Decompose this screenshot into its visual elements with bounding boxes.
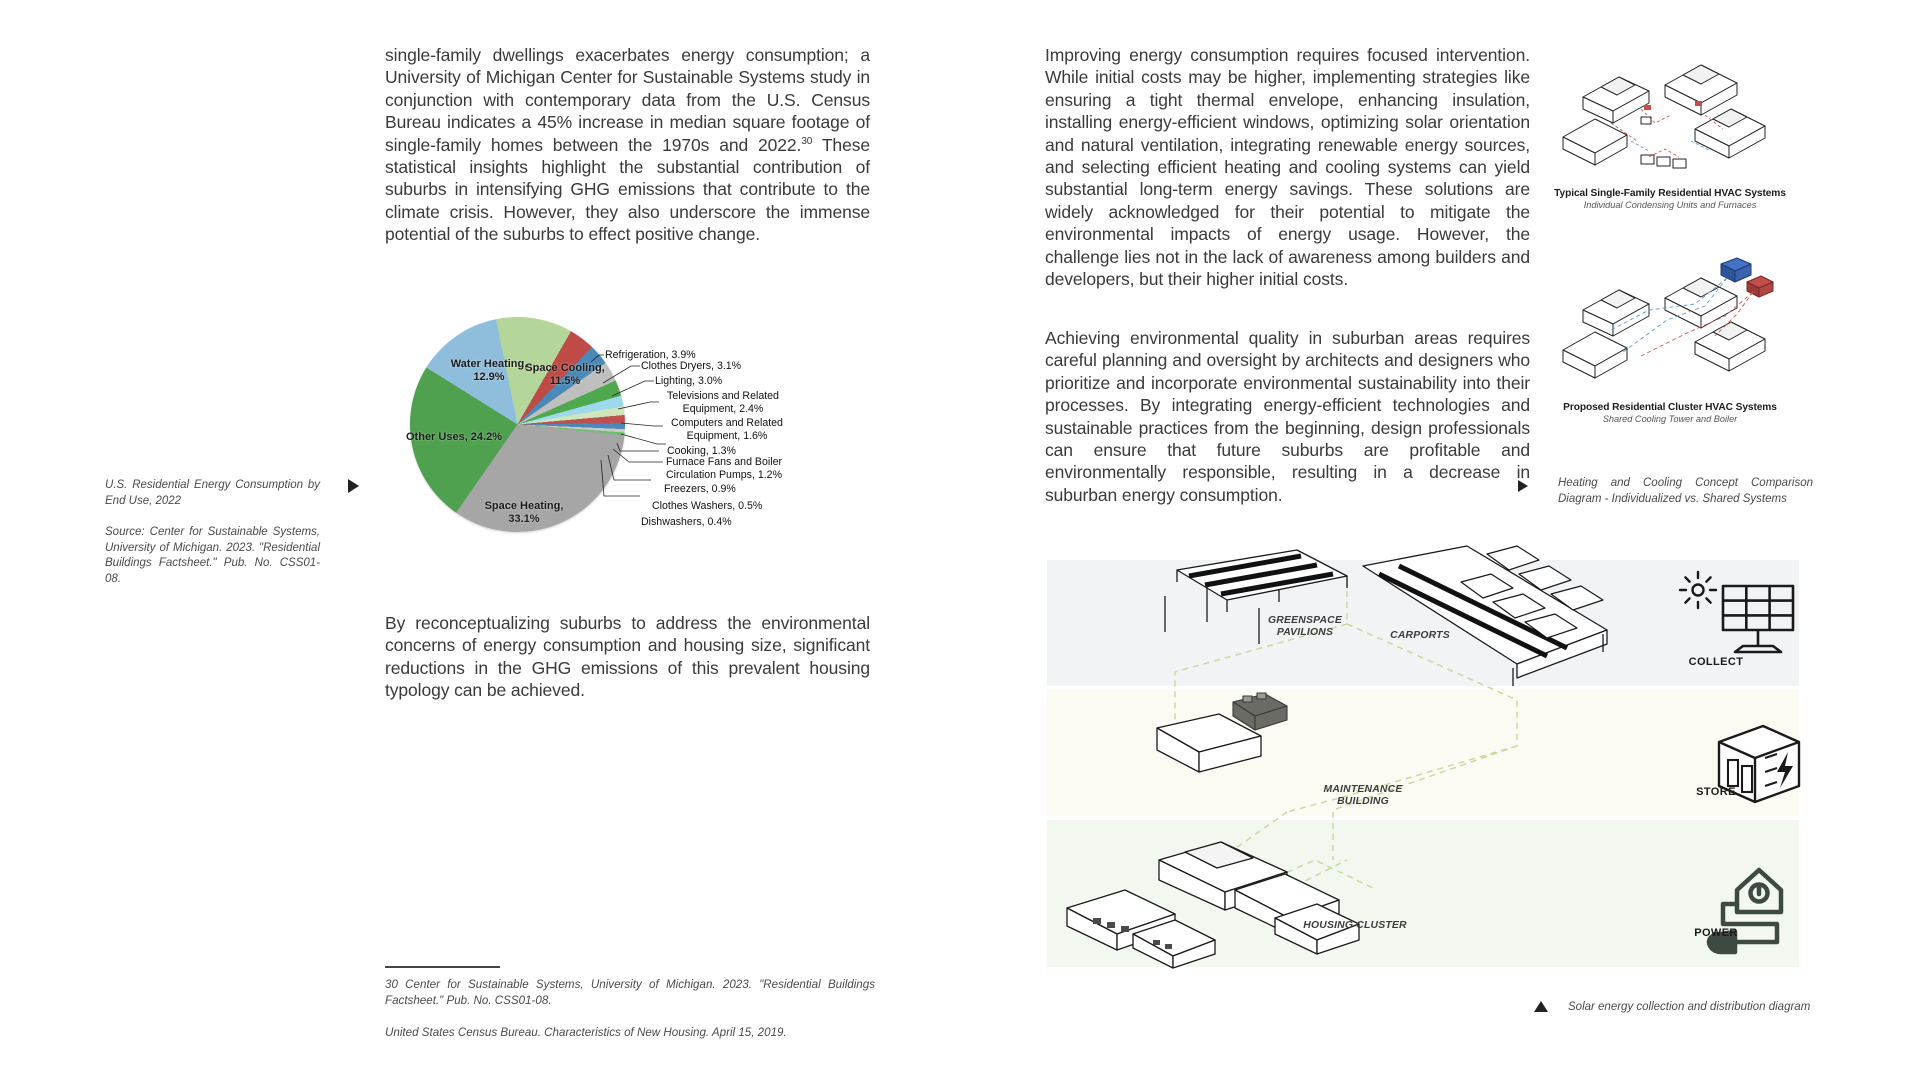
solar-diagram-illustration [1047, 560, 1799, 967]
solar-diagram-caption: Solar energy collection and distribution diagram [1568, 1001, 1811, 1013]
footnote-marker-30: 30 [801, 135, 813, 147]
hvac-diagram-1-subtitle: Individual Condensing Units and Furnaces [1583, 200, 1757, 210]
house-power-plug-icon [1709, 870, 1781, 952]
solar-caption-pointer-triangle-icon [1534, 1001, 1548, 1012]
figure-caption-source: Source: Center for Sustainable Systems, University of Michigan. 2023. "Residential Buildings Factsheet." Pub. No. CSS01-08. [105, 526, 320, 585]
footnote-30: 30 Center for Sustainable Systems, University of Michigan. 2023. "Residential Buildings Factsheet." Pub. No. CSS01-08. [385, 977, 875, 1007]
hvac-diagram-1-caption [1520, 188, 1820, 210]
hvac-comparison-caption: Heating and Cooling Concept Comparison Diagram - Individualized vs. Shared Systems [1558, 477, 1813, 505]
solar-label-housing-cluster: HOUSING CLUSTER [1303, 920, 1407, 931]
pie-slice-label-water-heating: Water Heating, 12.9% [450, 358, 528, 383]
figure-caption-title: U.S. Residential Energy Consumption by End Use, 2022 [105, 479, 320, 507]
right-column-paragraph-2: Achieving environmental quality in suburban areas requires careful planning and oversight by architects and designers who prioritize and incorporate environmental sustainability into their processes. By integrating energy-efficient technologies and sustainable practices from the beginning, design professionals can ensure that future suburbs are profitable and environmentally responsible, resulting in a decrease in suburban energy consumption. [1045, 328, 1530, 505]
footnotes-block [385, 966, 875, 1041]
pie-callout-dishwashers: Dishwashers, 0.4% [641, 516, 732, 528]
hvac-diagram-2-subtitle: Shared Cooling Tower and Boiler [1602, 414, 1738, 424]
left-column-paragraph-1 [385, 44, 870, 246]
pie-callout-lighting: Lighting, 3.0% [655, 375, 723, 387]
pie-callout-freezers: Freezers, 0.9% [664, 483, 736, 495]
hvac-caption-pointer-triangle-icon [1518, 480, 1528, 492]
solar-label-power: POWER [1694, 927, 1738, 939]
paragraph-1-continued: These statistical insights highlight the substantial contribution of suburbs in intensifying GHG emissions that contribute to the climate crisis. However, they also underscore the immense potential of the suburbs to effect positive change. [385, 134, 870, 245]
solar-label-greenspace-pavilions: GREENSPACE PAVILIONS [1268, 615, 1342, 639]
footnote-census: United States Census Bureau. Characteristics of New Housing. April 15, 2019. [385, 1025, 787, 1039]
hvac-diagram-2-title: Proposed Residential Cluster HVAC Systems [1563, 402, 1777, 413]
solar-energy-diagram [1047, 560, 1799, 967]
solar-panel-array-icon [1723, 586, 1793, 652]
solar-panel-icon [1680, 572, 1716, 608]
hvac-proposed-cluster-diagram [1545, 258, 1795, 398]
figure-caption [105, 478, 320, 587]
pie-slice-label-other-uses: Other Uses, 24.2% [406, 431, 502, 443]
caption-pointer-triangle-icon [348, 479, 359, 493]
footnote-divider [385, 966, 500, 968]
pie-chart [395, 310, 865, 570]
pie-callout-furnace-fans: Furnace Fans and Boiler Circulation Pumps, 1.2% [665, 456, 782, 481]
pie-callout-refrigeration: Refrigeration, 3.9% [605, 349, 696, 361]
hvac-diagram-1-title: Typical Single-Family Residential HVAC Systems [1554, 188, 1786, 199]
right-column-paragraph-1: Improving energy consumption requires focused intervention. While initial costs may be higher, implementing strategies like ensuring a tight thermal envelope, enhancing insulation, installing energy-efficient windows, optimizing solar orientation and natural ventilation, integrating renewable energy sources, and selecting efficient heating and cooling systems can yield substantial long-term energy savings. These solutions are widely acknowledged for their potential to mitigate the environmental impacts of energy usage. However, the challenge lies not in the lack of awareness among builders and developers, but their higher initial costs. [1045, 45, 1530, 289]
pie-callout-clothes-washers: Clothes Washers, 0.5% [652, 500, 763, 512]
pie-callout-clothes-dryers: Clothes Dryers, 3.1% [641, 360, 742, 372]
pie-slice-label-space-heating: Space Heating, 33.1% [484, 500, 564, 525]
hvac-typical-diagram [1545, 45, 1795, 185]
hvac-diagram-2-caption [1520, 402, 1820, 424]
solar-label-collect: COLLECT [1688, 656, 1744, 668]
solar-label-store: STORE [1696, 786, 1736, 798]
left-column-paragraph-2: By reconceptualizing suburbs to address the environmental concerns of energy consumption and housing size, significant reductions in the GHG emissions of this prevalent housing typology can be achieved. [385, 613, 870, 701]
pie-callout-cooking: Cooking, 1.3% [667, 445, 736, 457]
pie-callout-computers: Computers and Related Equipment, 1.6% [671, 417, 783, 442]
solar-label-maintenance-building: MAINTENANCE BUILDING [1323, 784, 1403, 808]
solar-label-carports: CARPORTS [1390, 630, 1450, 641]
pie-slice-label-space-cooling: Space Cooling, 11.5% [525, 362, 605, 387]
paragraph-1-text: single-family dwellings exacerbates energy consumption; a University of Michigan Center for Sustainable Systems study in conjunction with contemporary data from the U.S. Census Bureau indicates a 45% increase in median square footage of single-family homes between the 1970s and 2022. [385, 45, 870, 155]
pie-callout-televisions: Televisions and Related Equipment, 2.4% [667, 390, 779, 415]
